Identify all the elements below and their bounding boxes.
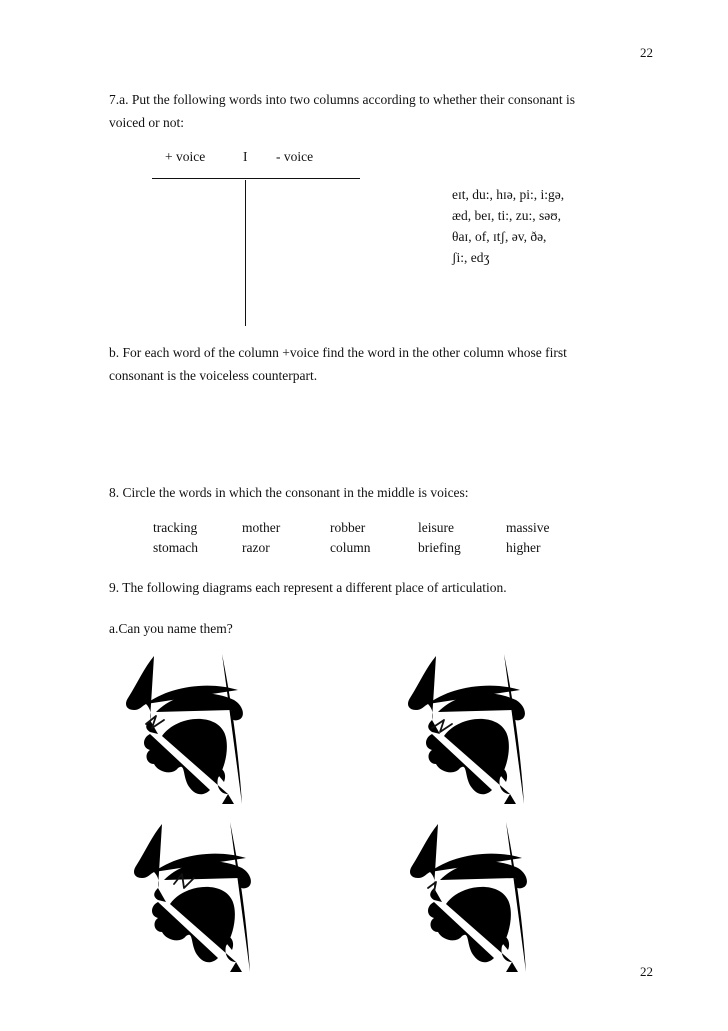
ipa-word-list	[452, 184, 632, 268]
col-plus-voice-header: + voice	[165, 149, 206, 164]
word-item[interactable]: briefing	[418, 540, 461, 555]
col-separator-mark: I	[243, 149, 248, 164]
q8-word-row-1	[0, 519, 728, 539]
ipa-line-3: θaɪ, of, ɪtʃ, əv, ðə,	[452, 229, 547, 244]
word-item[interactable]: mother	[242, 520, 281, 535]
ipa-line-2: æd, beɪ, ti:, zu:, səʊ,	[452, 208, 562, 223]
word-item[interactable]: razor	[242, 540, 270, 555]
word-item[interactable]: higher	[506, 540, 541, 555]
articulation-diagram-1	[116, 654, 256, 810]
q9-instruction: 9. The following diagrams each represent a different place of articulation.	[109, 580, 507, 595]
q7a-line-2: voiced or not:	[109, 115, 184, 131]
page-number-bottom: 22	[640, 964, 653, 979]
word-item[interactable]: column	[330, 540, 371, 555]
word-item[interactable]: tracking	[153, 520, 198, 535]
articulation-diagram-4	[400, 822, 540, 978]
q7b-instruction	[109, 344, 649, 385]
col-minus-voice-header: - voice	[276, 149, 314, 164]
q8-instruction: 8. Circle the words in which the consonant in the middle is voices:	[109, 485, 469, 500]
column-header-rule	[152, 178, 360, 179]
q7b-line-2: consonant is the voiceless counterpart.	[109, 368, 318, 384]
word-item[interactable]: robber	[330, 520, 366, 535]
page-number-top: 22	[640, 45, 653, 60]
ipa-line-1: eɪt, du:, hɪə, pi:, i:gə,	[452, 187, 565, 202]
q7a-line-1: 7.a. Put the following words into two columns according to whether their consonant is	[109, 92, 576, 107]
q7a-instruction	[109, 91, 649, 132]
column-divider-line	[245, 180, 246, 326]
q8-word-row-2	[0, 539, 728, 559]
q7b-line-1: b. For each word of the column +voice find the word in the other column whose first	[109, 345, 567, 360]
word-item[interactable]: stomach	[153, 540, 198, 555]
articulation-diagram-3	[124, 822, 264, 978]
ipa-line-4: ʃi:, edʒ	[452, 250, 490, 265]
q9a-instruction: a.Can you name them?	[109, 621, 233, 636]
word-item[interactable]: massive	[506, 520, 550, 535]
word-item[interactable]: leisure	[418, 520, 454, 535]
articulation-diagram-2	[398, 654, 538, 810]
